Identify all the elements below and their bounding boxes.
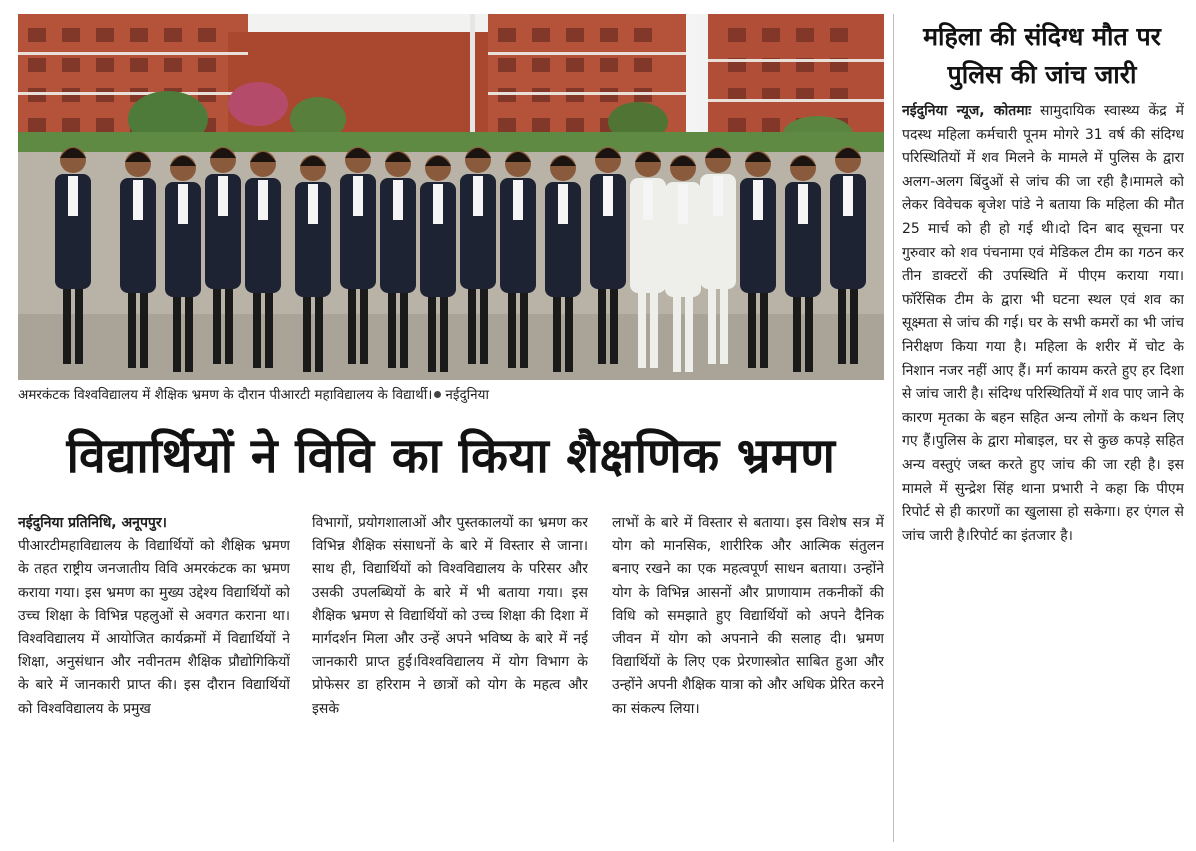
side-article-text: सामुदायिक स्वास्थ्य केंद्र में पदस्थ महिला कर्मचारी पूनम मोगरे 31 वर्ष की संदिग्ध परिस्थितियों में शव मिलने के मामले में पुलिस के द्वारा अलग-अलग बिंदुओं से जांच की जा रही है।मामले को लेकर विवेचक बृजेश पांडे ने बताया कि महिला की मौत 25 मार्च को ही हो गई थी।दो दिन बाद सूचना पर गुरुवार को शव पंचनामा एवं मेडिकल टीम का गठन कर तीन डाक्टरों की उपस्थिति में पीएम कराया गया। फॉरेंसिक टीम के द्वारा भी घटना स्थल एवं शव का सूक्ष्मता से जांच की गई। घर के सभी कमरों का भी जांच निरीक्षण किया गया है। महिला के शरीर में चोट के निशान नजर नहीं आए हैं। मर्ग कायम करते हुए हर दिशा से जांच जारी है। संदिग्ध परिस्थितियों में शव पाए जाने के कारण मृतका के बहन सहित अन्य लोगों के कथन लिए गए हैं।पुलिस के द्वारा मोबाइल, घर से कुछ कपड़े सहित अन्य वस्तुएं जब्त करते हुए जांच की जा रही है। इस मामले में सुन्द्रेश सिंह थाना प्रभारी ने कहा कि पीएम रिपोर्ट से ही कारणों का खुलासा हो सकेगा। हर एंगल से जांच जारी है।रिपोर्ट का इंतजार है। bbox=[902, 103, 1184, 544]
article-column-1 bbox=[18, 512, 290, 842]
side-article-body bbox=[902, 100, 1184, 842]
column-divider bbox=[893, 14, 894, 842]
article-column-2-text: विभागों, प्रयोगशालाओं और पुस्तकालयों का भ्रमण कर विभिन्न शैक्षिक संसाधनों के बारे में विस्तार से जाना। साथ ही, विद्यार्थियों को विश्वविद्यालय के परिसर और उसकी उपलब्धियों के बारे में भी बताया गया। इस शैक्षिक भ्रमण से विद्यार्थियों को उच्च शिक्षा की दिशा में मार्गदर्शन मिला और उन्हें अपने भविष्य के बारे में नई जानकारी प्राप्त हुई।विश्वविद्यालय में योग विभाग के प्रोफेसर डा हरिराम ने छात्रों को योग के महत्व और इसके bbox=[312, 515, 588, 717]
side-article-dateline: नईदुनिया न्यूज, कोतमाः bbox=[902, 103, 1032, 119]
photo-caption-credit: नईदुनिया bbox=[445, 387, 489, 403]
photo-caption-text: अमरकंटक विश्वविद्यालय में शैक्षिक भ्रमण के दौरान पीआरटी महाविद्यालय के विद्यार्थी। bbox=[18, 387, 433, 403]
group-photo-illustration bbox=[18, 14, 884, 380]
photo-hedge bbox=[18, 132, 884, 152]
article-column-1-text: पीआरटीमहाविद्यालय के विद्यार्थियों को शैक्षिक भ्रमण के तहत राष्ट्रीय जनजातीय विवि अमरकंटक का भ्रमण कराया गया। इस भ्रमण का मुख्य उद्देश्य विद्यार्थियों को उच्च शिक्षा के विभिन्न पहलुओं से अवगत कराना था। विश्वविद्यालय में आयोजित कार्यक्रमों में विद्यार्थियों ने शिक्षा, अनुसंधान और नवीनतम शैक्षिक प्रौद्योगिकियों के बारे में जानकारी प्राप्त की। इस दौरान विद्यार्थियों को विश्वविद्यालय के प्रमुख bbox=[18, 538, 290, 717]
photo-caption bbox=[18, 384, 884, 406]
caption-bullet bbox=[434, 391, 441, 398]
article-column-3-text: लाभों के बारे में विस्तार से बताया। इस विशेष सत्र में योग को मानसिक, शारीरिक और आत्मिक संतुलन बनाए रखने का एक महत्वपूर्ण साधन बताया। उन्होंने योग के विभिन्न आसनों और प्राणायाम तकनीकों की विधि को समझाते हुए विद्यार्थियों को अपने दैनिक जीवन में योग को अपनाने की सलाह दी। भ्रमण विद्यार्थियों के लिए एक प्रेरणास्त्रोत साबित हुआ और उन्होंने अपनी शैक्षिक यात्रा को और अधिक प्रेरित करने का संकल्प लिया। bbox=[612, 515, 884, 717]
article-column-3 bbox=[612, 512, 884, 842]
article-column-2 bbox=[312, 512, 588, 842]
photo-flagpole bbox=[470, 14, 475, 149]
side-headline: महिला की संदिग्ध मौत पर पुलिस की जांच जारी bbox=[923, 22, 1161, 89]
main-headline: विद्यार्थियों ने विवि का किया शैक्षणिक भ्रमण bbox=[66, 428, 836, 484]
group-photo bbox=[18, 14, 884, 380]
article-dateline: नईदुनिया प्रतिनिधि, अनूपपुर। bbox=[18, 515, 167, 531]
